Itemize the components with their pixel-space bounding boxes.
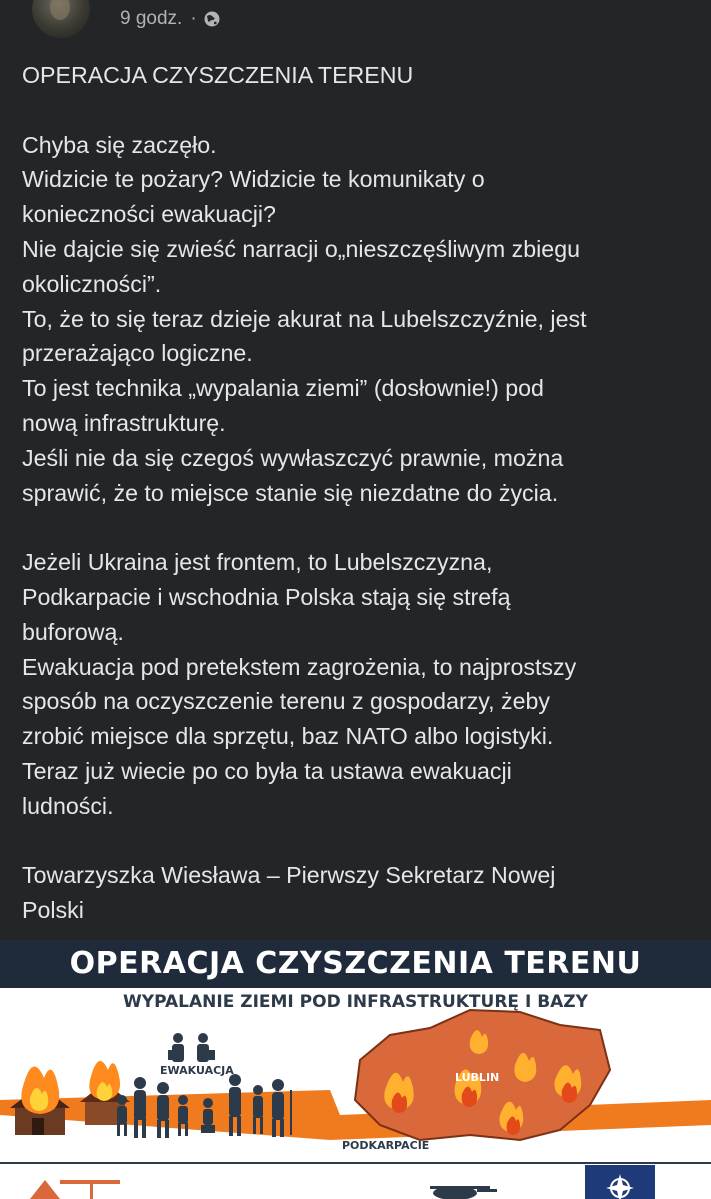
post-lines [22,128,694,928]
post-line: Podkarpacie i wschodnia Polska stają się strefą [22,583,511,610]
post-line: To jest technika „wypalania ziemi” (dosłownie!) pod [22,375,544,402]
post-title: OPERACJA CZYSZCZENIA TERENU [22,62,414,88]
post-image[interactable] [0,940,711,1199]
post-line: okoliczności”. [22,270,162,297]
post-line: Jeśli nie da się czegoś wywłaszczyć prawnie, można [22,444,564,471]
post-line: To, że to się teraz dzieje akurat na Lubelszczyźnie, jest [22,305,587,332]
post-meta [120,8,221,30]
post-line: Chyba się zaczęło. [22,131,217,158]
paragraph-gap [22,824,694,859]
post-line: Towarzyszka Wiesława – Pierwszy Sekretarz Nowej [22,862,556,889]
paragraph-gap [22,510,694,545]
post-line: Polski [22,897,84,924]
post-line: Nie dajcie się zwieść narracji o„nieszczęśliwym zbiegu [22,235,580,262]
post-line: Widzicie te pożary? Widzicie te komunikaty o [22,166,485,193]
post-line: sposób na oczyszczenie terenu z gospodarzy, żeby [22,688,551,715]
globe-icon[interactable] [203,10,221,28]
avatar[interactable] [32,0,90,38]
post-line: buforową. [22,618,124,645]
post-line: konieczności ewakuacji? [22,201,276,228]
post-line: Jeżeli Ukraina jest frontem, to Lubelszczyzna, [22,549,493,576]
post-line: sprawić, że to miejsce stanie się niezdatne do życia. [22,479,559,506]
graphic-title: OPERACJA CZYSZCZENIA TERENU [69,946,642,981]
post-text [22,58,694,928]
post-line: Ewakuacja pod pretekstem zagrożenia, to najprostszy [22,653,577,680]
post-line: nową infrastrukturę. [22,409,226,436]
label-lublin: LUBLIN [455,1071,500,1084]
meta-separator: · [190,8,197,29]
post-line: Teraz już wiecie po co była ta ustawa ewakuacji [22,757,512,784]
post-header [0,0,711,40]
post-line: przerażająco logiczne. [22,340,253,367]
label-podkarpacie: PODKARPACIE [342,1139,430,1152]
post-timestamp[interactable]: 9 godz. [120,8,183,29]
graphic-subtitle: WYPALANIE ZIEMI POD INFRASTRUKTURĘ I BAZY [123,992,588,1012]
post-line: ludności. [22,792,114,819]
label-evacuation: EWAKUACJA [160,1064,234,1077]
post-line: zrobić miejsce dla sprzętu, baz NATO albo logistyki. [22,723,554,750]
